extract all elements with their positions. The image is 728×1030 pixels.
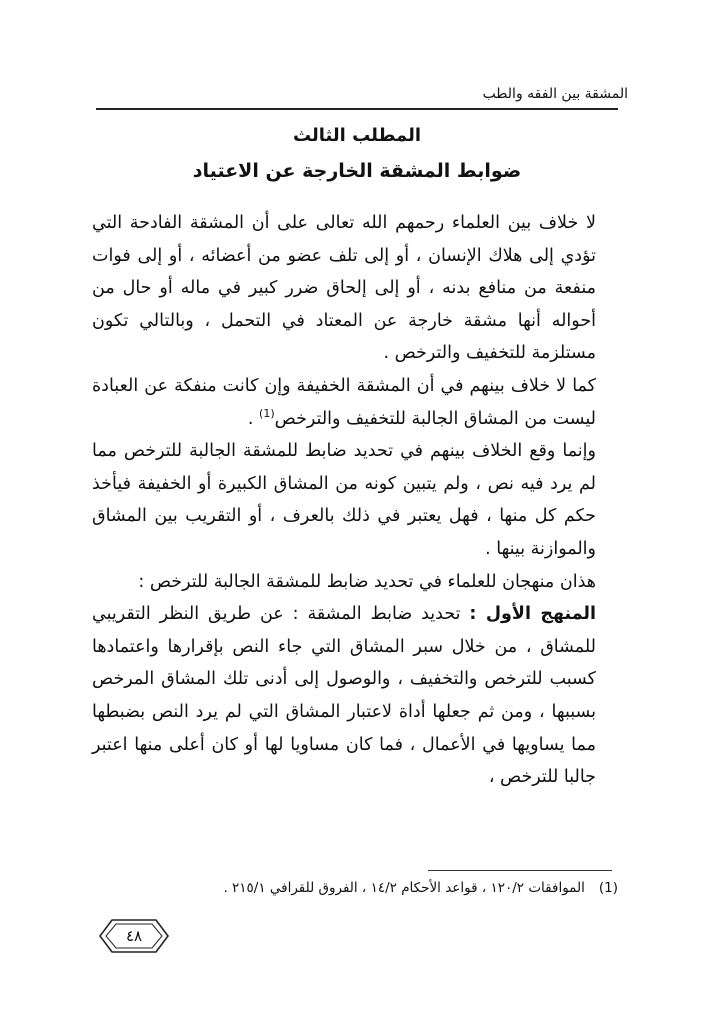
paragraph-1: لا خلاف بين العلماء رحمهم الله تعالى على أن المشقة الفادحة التي تؤدي إلى هلاك الإنسان ، أو إلى تلف عضو من أعضائه ، أو إلى فوات منفعة من منافع بدنه ، أو إلى إلحاق ضرر كبير في ماله أو حال من أحواله أنها مشقة خارجة عن المعتاد في التحمل ، وبالتالي تكون مستلزمة للتخفيف والترخص . <box>92 213 596 364</box>
footnote-reference[interactable]: (1) <box>259 406 275 420</box>
footnote-text: الموافقات ١٢٠/٢ ، قواعد الأحكام ١٤/٢ ، الفروق للقرافي ٢١٥/١ . <box>223 880 585 896</box>
paragraph-5 <box>92 598 622 794</box>
paragraph-2-end: . <box>247 408 260 429</box>
method-heading: المنهج الأول : <box>469 604 596 625</box>
footnote-number: (1) <box>598 880 618 896</box>
body-text <box>92 207 622 794</box>
running-header: المشقة بين الفقه والطب <box>482 86 628 102</box>
section-title: المطلب الثالث <box>292 125 422 146</box>
paragraph-4: هذان منهجان للعلماء في تحديد ضابط للمشقة الجالبة للترخص : <box>138 571 596 592</box>
paragraph-2 <box>92 370 622 435</box>
paragraph-2-text: كما لا خلاف بينهم في أن المشقة الخفيفة وإن كانت منفكة عن العبادة ليست من المشاق الجالبة للتخفيف والترخص <box>92 375 596 429</box>
section-subtitle: ضوابط المشقة الخارجة عن الاعتياد <box>192 160 522 182</box>
paragraph-3: وإنما وقع الخلاف بينهم في تحديد ضابط للمشقة الجالبة للترخص مما لم يرد فيه نص ، ولم يتبين كونه من المشاق الكبيرة أو الخفيفة فيأخذ حكم كل منها ، فهل يعتبر في ذلك بالعرف ، أو التقريب بين المشاق والموازنة بينها . <box>92 441 596 559</box>
page-number: ٤٨ <box>125 927 143 945</box>
page-number-badge <box>98 914 170 958</box>
footnote <box>96 880 618 896</box>
header-divider <box>96 108 618 110</box>
paragraph-5-text: تحديد ضابط المشقة : عن طريق النظر التقريبي للمشاق ، من خلال سبر المشاق التي جاء النص بإقرارها واعتمادها كسبب للترخص والتخفيف ، والوصول إلى أدنى تلك المشاق المرخص بسببها ، ومن ثم جعلها أداة لاعتبار المشاق التي لم يرد النص بضبطها مما يساويها في الأعمال ، فما كان مساويا لها أو كان أعلى منها اعتبر جالبا للترخص ، <box>92 604 596 788</box>
footnote-divider <box>428 870 612 871</box>
